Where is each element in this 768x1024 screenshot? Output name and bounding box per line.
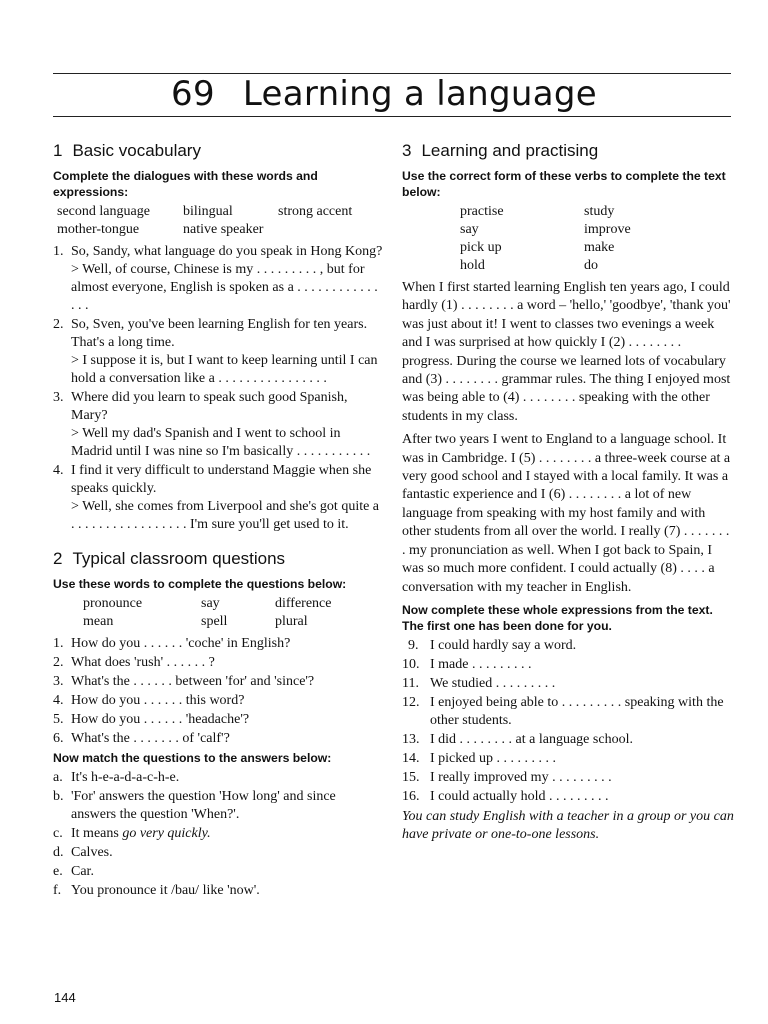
dialogue-item: 2. So, Sven, you've been learning English for ten years. That's a long time. > I suppose it is, but I want to keep learning until I can hold a conversation like a . . . . . . . . . . . . . . . .	[53, 317, 378, 386]
question-item: 4. How do you . . . . . . this word?	[53, 693, 245, 708]
expression-item: 10. I made . . . . . . . . .	[402, 656, 532, 672]
question-item: 2. What does 'rush' . . . . . . ?	[53, 655, 215, 670]
left-column	[53, 140, 383, 901]
section1-instruction: Complete the dialogues with these words and expressions:	[53, 169, 318, 199]
answer-item: f. You pronounce it /bau/ like 'now'.	[53, 883, 260, 898]
answer-item: d. Calves.	[53, 845, 113, 860]
section2-heading: 2 Typical classroom questions	[53, 549, 286, 568]
closing-note: You can study English with a teacher in a group or you can have private or one-to-one lessons.	[402, 808, 734, 843]
unit-number: 69	[171, 74, 215, 114]
expression-item: 14. I picked up . . . . . . . . .	[402, 750, 556, 766]
dialogue-item: 3. Where did you learn to speak such good Spanish, Mary? > Well my dad's Spanish and I went to school in Madrid until I was nine so I'm basically . . . . . . . . . . .	[53, 390, 371, 459]
answer-item: e. Car.	[53, 864, 94, 879]
section1-dialogues	[53, 243, 383, 534]
expression-item: 11. We studied . . . . . . . . .	[402, 675, 556, 691]
question-item: 5. How do you . . . . . . 'headache'?	[53, 712, 250, 727]
section3-expressions	[402, 637, 734, 806]
section3-paragraph1: When I first started learning English ten years ago, I could hardly (1) . . . . . . . . a word – 'hello,' 'goodbye', 'thank you' was just about it! I went to classes two evenings a week and I was surprised at how quickly I (2) . . . . . . . . progress. During the course we learned lots of vocabulary and (3) . . . . . . . . grammar rules. The thing I enjoyed most was being able to (4) . . . . . . . . speaking with the other students in my class.	[402, 280, 731, 424]
expression-item: 15. I really improved my . . . . . . . . .	[402, 769, 612, 785]
section2-answers	[53, 769, 383, 900]
answer-item: b. 'For' answers the question 'How long' and since answers the question 'When?'.	[53, 789, 336, 822]
section2-instruction: Use these words to complete the questions below:	[53, 577, 347, 591]
section3-instruction2: Now complete these whole expressions from the text. The first one has been done for you.	[402, 602, 713, 633]
bottom-rule	[53, 116, 731, 117]
section2-questions	[53, 635, 383, 748]
dialogue-item: 4. I find it very difficult to understand Maggie when she speaks quickly. > Well, she comes from Liverpool and she's got quite a . . . . . . . . . . . . . . . . . I'm sure you'll get used to it.	[53, 463, 380, 532]
section3-instruction: Use the correct form of these verbs to complete the text below:	[402, 169, 726, 199]
answer-item: a. It's h-e-a-d-a-c-h-e.	[53, 770, 180, 785]
section3-heading: 3 Learning and practising	[402, 141, 599, 160]
question-item: 3. What's the . . . . . . between 'for' and 'since'?	[53, 674, 315, 689]
section2-instruction2: Now match the questions to the answers below:	[53, 751, 332, 765]
dialogue-item: 1. So, Sandy, what language do you speak in Hong Kong? > Well, of course, Chinese is my . . . . . . . . . , but for almost everyone, English is spoken as a . . . . . . . . . . . . . . .	[53, 244, 383, 313]
question-item: 6. What's the . . . . . . . of 'calf'?	[53, 731, 230, 746]
section1-heading: 1 Basic vocabulary	[53, 141, 201, 160]
page-number: 144	[54, 990, 76, 1005]
question-item: 1. How do you . . . . . . 'coche' in English?	[53, 636, 291, 651]
section3-paragraph2: After two years I went to England to a language school. It was in Cambridge. I (5) . . . . . . . . a three-week course at a very good school and I stayed with a local family. It was a fantastic experience and I (6) . . . . . . . . a lot of new language from speaking with my host family and with other students from all over the world. I really (7) . . . . . . . . my pronunciation as well. When I got back to Spain, I was so much more confident. I could actually (8) . . . . a conversation with my teacher in English.	[402, 432, 731, 595]
right-column	[402, 140, 734, 845]
expression-item: 9. I could hardly say a word.	[408, 637, 577, 653]
section2-word-box: pronounce say difference mean spell plural	[83, 596, 332, 629]
page-title	[0, 72, 768, 116]
expression-item: 13. I did . . . . . . . . at a language school.	[402, 731, 633, 747]
expression-item: 12. I enjoyed being able to . . . . . . . . . speaking with the other students.	[402, 694, 724, 728]
answer-item: c. It means go very quickly.	[53, 826, 211, 841]
section1-word-box: second language bilingual strong accent mother-tongue native speaker	[57, 204, 353, 237]
expression-item: 16. I could actually hold . . . . . . . . .	[402, 788, 609, 804]
section3-word-box: practise study say improve pick up make hold do	[460, 204, 631, 273]
unit-title: Learning a language	[242, 74, 597, 114]
